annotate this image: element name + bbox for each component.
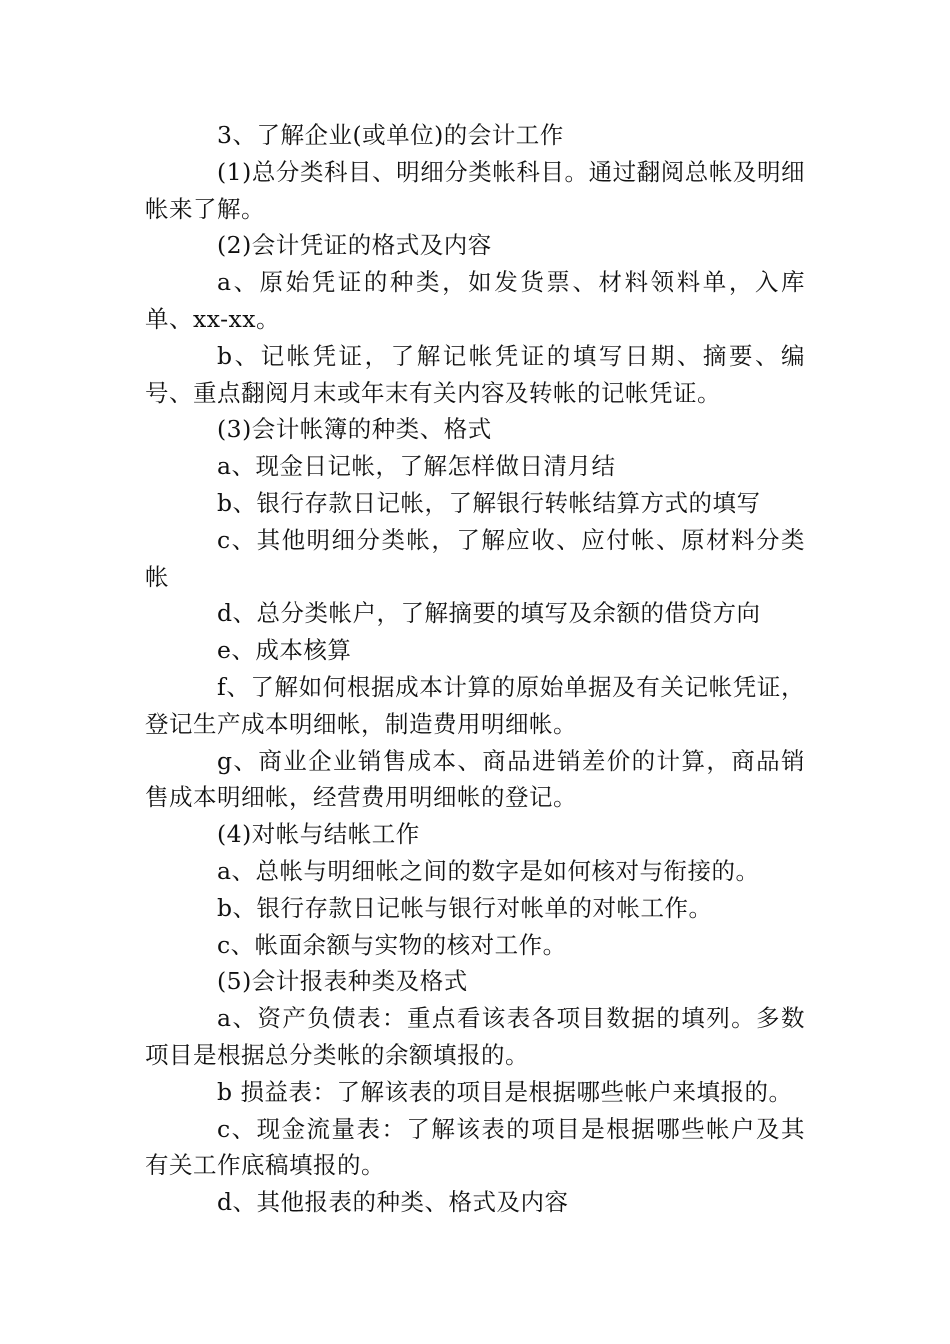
paragraph-item-5-heading: (5)会计报表种类及格式 xyxy=(217,967,468,996)
paragraph-item-3b: b、银行存款日记帐，了解银行转帐结算方式的填写 xyxy=(217,488,761,517)
paragraph-item-3a: a、现金日记帐，了解怎样做日清月结 xyxy=(217,452,616,481)
paragraph-item-3c: c、其他明细分类帐，了解应收、应付帐、原材料分类帐 xyxy=(145,525,805,591)
paragraph-item-3d: d、总分类帐户，了解摘要的填写及余额的借贷方向 xyxy=(217,599,761,628)
paragraph-item-3g: g、商业企业销售成本、商品进销差价的计算，商品销售成本明细帐，经营费用明细帐的登记。 xyxy=(145,746,805,812)
paragraph-item-5b: b 损益表：了解该表的项目是根据哪些帐户来填报的。 xyxy=(217,1077,793,1106)
paragraph-item-2-heading: (2)会计凭证的格式及内容 xyxy=(217,231,492,260)
paragraph-item-5d: d、其他报表的种类、格式及内容 xyxy=(217,1188,569,1217)
paragraph-section-3-heading: 3、了解企业(或单位)的会计工作 xyxy=(217,121,564,149)
paragraph-item-4c: c、帐面余额与实物的核对工作。 xyxy=(217,930,567,959)
paragraph-item-4b: b、银行存款日记帐与银行对帐单的对帐工作。 xyxy=(217,893,713,922)
paragraph-item-3e: e、成本核算 xyxy=(217,636,352,665)
paragraph-item-5a: a、资产负债表：重点看该表各项目数据的填列。多数项目是根据总分类帐的余额填报的。 xyxy=(145,1004,805,1069)
paragraph-item-3f: f、了解如何根据成本计算的原始单据及有关记帐凭证，登记生产成本明细帐，制造费用明细帐。 xyxy=(145,672,805,738)
paragraph-item-4a: a、总帐与明细帐之间的数字是如何核对与衔接的。 xyxy=(217,856,760,885)
paragraph-item-1: (1)总分类科目、明细分类帐科目。通过翻阅总帐及明细帐来了解。 xyxy=(145,157,805,223)
paragraph-item-2a: a、原始凭证的种类，如发货票、材料领料单，入库单、xx-xx。 xyxy=(145,268,805,333)
paragraph-item-2b: b、记帐凭证，了解记帐凭证的填写日期、摘要、编号、重点翻阅月末或年末有关内容及转帐的记帐凭证。 xyxy=(145,341,805,407)
paragraph-item-4-heading: (4)对帐与结帐工作 xyxy=(217,820,420,849)
document-body xyxy=(145,117,805,1221)
paragraph-item-3-heading: (3)会计帐簿的种类、格式 xyxy=(217,415,492,444)
paragraph-item-5c: c、现金流量表：了解该表的项目是根据哪些帐户及其有关工作底稿填报的。 xyxy=(145,1114,805,1180)
